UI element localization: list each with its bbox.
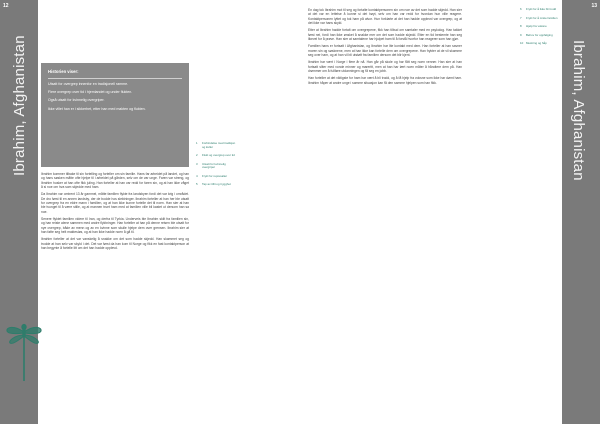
margin-note — [196, 142, 238, 149]
summary-item: Også utsatt for kvinnelig overgriper. — [48, 98, 105, 103]
right-side-title: Ibrahim, Afghanistan — [570, 40, 587, 181]
margin-note — [196, 175, 238, 179]
body-paragraph: Han forteller at det viktigste for ham har vært å bli trodd, og å få hjelp fra voksne som ikke har dømt ham. Ibrahim håper at andre unge i samme situasjon kan få den samme hjelpen som han fikk. — [308, 76, 462, 85]
margin-note — [520, 8, 560, 12]
summary-item: Ikke villet han er i sikkerhet, etter han med makten og flukten. — [48, 106, 146, 111]
body-paragraph: Ibrahim forteller at det var vanskelig å snakke om det som hadde skjedd. Han skammet seg og trodde at han selv var skyld i det. Det var først da han kom til Norge og fikk en fast kontaktperson at han begynte å fortelle litt om det han hadde opplevd. — [41, 237, 189, 251]
left-side-title: Ibrahim, Afghanistan — [11, 35, 28, 176]
note-text: Forbindelse med tradisjon og kultur — [202, 141, 236, 149]
summary-heading: Historien viser: — [48, 69, 79, 74]
body-paragraph: Ibrahim kommer tilbake til sin fortelling og forteller om sin familie. Hans far arbeidet på landet, og han og hans søsken måtte ofte hjelpe til i arbeidet på gården, selv om de var unge. Faren var streng, og Ibrahim husker at han ofte fikk juling. Han forteller at han var redd for faren sin, og at han ikke våget å si noe om hva som skjedde med ham. — [41, 172, 189, 190]
note-text: Frykt for å miste familien — [526, 15, 558, 20]
note-text: Frykt for å ikke bli trodd — [526, 7, 557, 11]
dragonfly-icon — [4, 315, 44, 390]
margin-note — [520, 34, 560, 38]
summary-box — [41, 63, 189, 167]
right-page — [300, 0, 600, 424]
right-margin-notes — [520, 8, 560, 51]
right-page-number: 13 — [591, 3, 597, 9]
left-margin-notes — [196, 142, 238, 192]
note-text: Tap av tillit og trygghet — [202, 182, 231, 186]
body-paragraph: Da Ibrahim var omtrent 13 år gammel, måtte familien flykte fra landsbyen fordi det var krig i området. De dro først til en annen landsby, der de bodde hos slektninger. Ibrahim forteller at han her ble utsatt for overgrep fra en eldre mann i familien, og at han ikke kunne fortelle det til noen. Han sier at han ble tvunget til å være stille, og at mannen truet ham med at familien ville bli kastet ut dersom han sa noe. — [41, 192, 189, 214]
note-number: 8 — [520, 24, 522, 28]
note-text: Mestring og håp — [526, 41, 547, 45]
left-body-text — [41, 172, 189, 254]
note-number: 9 — [520, 32, 522, 37]
summary-divider — [48, 78, 182, 79]
note-text: Hjelp fra voksne — [526, 24, 547, 28]
note-number: 3 — [196, 161, 198, 166]
margin-note — [520, 42, 560, 46]
summary-item: Flere overgrep over tid i hjemlandet og under flukten. — [48, 89, 133, 94]
margin-note — [520, 25, 560, 29]
note-number: 2 — [196, 153, 198, 157]
note-text: Behov for oppfølging — [526, 32, 553, 37]
note-number: 5 — [196, 182, 198, 186]
note-text: Utsatt for kvinnelig overgriper — [202, 161, 226, 169]
margin-note — [520, 17, 560, 21]
left-page-number: 12 — [3, 3, 9, 9]
body-paragraph: Ibrahim har vært i Norge i flere år nå. Han går på skole og har fått seg noen venner. Han sier at han fortsatt sliter med vonde minner og mareritt, men at han har lært noen måter å håndtere dem på. Han drømmer om å fullføre utdanningen og få seg en jobb. — [308, 60, 462, 74]
right-body-text — [308, 8, 462, 88]
body-paragraph: En dag tok Ibrahim mot til seg og fortalte kontaktpersonen sin om noe av det som hadde skjedd. Han sier at det var en lettelse å kunne si det høyt, selv om han var redd for hvordan hun ville reagere. Kontaktpersonen lyttet og tok ham på alvor. Hun forklarte at det han hadde opplevd var overgrep, og at det ikke var hans skyld. — [308, 8, 462, 26]
note-text: Frykt for represalier — [202, 173, 228, 178]
summary-item: Utsatt for overgrep innenfor en tradisjonell ramme. — [48, 81, 129, 86]
note-number: 10 — [520, 41, 524, 45]
margin-note — [196, 183, 238, 187]
note-number: 4 — [196, 173, 198, 178]
margin-note — [196, 163, 238, 170]
body-paragraph: Etter at Ibrahim hadde fortalt om overgrepene, fikk han tilbud om samtaler med en psykolog. Han takket først nei, fordi han ikke ønsket å snakke mer om det som hadde skjedd. Etter en tid bestemte han seg likevel for å prøve. Han sier at samtalene har hjulpet ham til å forstå hvorfor han reagerer som han gjør. — [308, 28, 462, 42]
note-number: 7 — [520, 15, 522, 20]
note-text: Flukt og overgrep over tid — [202, 153, 235, 157]
body-paragraph: Senere flyktet familien videre til Iran, og derfra til Tyrkia. Underveis ble Ibrahim skilt fra familien sin, og han reiste alene sammen med andre flyktninger. Han forteller at han på denne reisen ble utsatt for nye overgrep, både av menn og av en kvinne som skulle hjelpe dem over grensen. Ibrahim sier at han følte seg helt maktesløs, og at han ikke hadde noen å gå til. — [41, 217, 189, 235]
margin-note — [196, 154, 238, 158]
body-paragraph: Familien hans er fortsatt i Afghanistan, og Ibrahim har lite kontakt med dem. Han forteller at han savner moren sin og søsknene, men at han ikke kan fortelle dem om overgrepene. Han frykter at de vil skamme seg over ham, og at han vil bli utstøtt fra familien dersom det blir kjent. — [308, 44, 462, 58]
note-number: 1 — [196, 141, 198, 145]
note-number: 6 — [520, 7, 522, 11]
